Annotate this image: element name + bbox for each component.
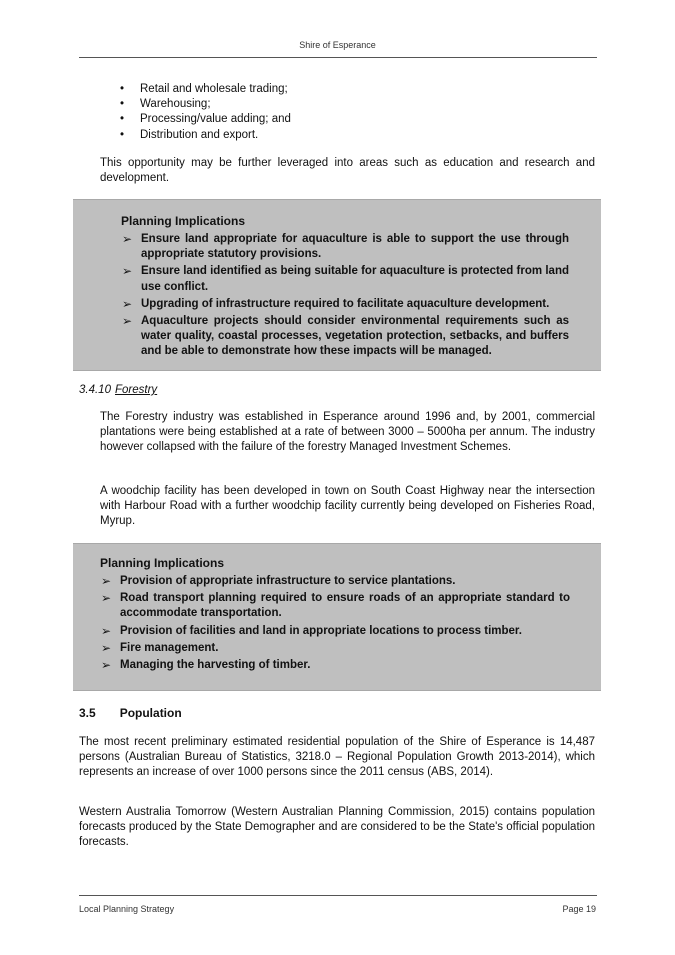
page-number: Page 19: [562, 904, 596, 914]
arrow-bullet-icon: ➢: [122, 296, 133, 311]
arrow-bullet-icon: ➢: [101, 640, 112, 655]
list-item: ➢ Ensure land identified as being suitable for aquaculture is protected from land use conflict.: [122, 264, 569, 293]
forestry-paragraph-1: The Forestry industry was established in Esperance around 1996 and, by 2001, commercial plantations were being established at a rate of between 3000 – 5000ha per annum. The industry however collapsed with the failure of the forestry Managed Investment Schemes.: [100, 411, 595, 454]
list-item: • Processing/value adding; and: [120, 112, 291, 127]
list-item: ➢ Ensure land appropriate for aquaculture is able to support the use through appropriate statutory provisions.: [122, 232, 569, 261]
box-title: Planning Implications: [121, 214, 246, 228]
arrow-bullet-icon: ➢: [122, 314, 133, 329]
list-item: ➢ Managing the harvesting of timber.: [101, 658, 311, 673]
implications-list: [100, 574, 570, 673]
arrow-bullet-icon: ➢: [122, 232, 133, 246]
section-number: 3.5: [79, 706, 96, 720]
list-item: • Retail and wholesale trading;: [120, 82, 291, 97]
forestry-heading: [79, 384, 157, 396]
section-number: 3.4.10: [79, 384, 111, 396]
section-title: Population: [119, 706, 182, 720]
aquaculture-implications-box: [73, 199, 601, 371]
list-item: ➢ Upgrading of infrastructure required to facilitate aquaculture development.: [122, 296, 550, 311]
list-item: • Warehousing;: [120, 97, 291, 112]
list-item: ➢ Provision of facilities and land in appropriate locations to process timber.: [101, 623, 522, 638]
footer-divider: [79, 895, 597, 896]
intro-paragraph: This opportunity may be further leveraged into areas such as education and research and development.: [100, 157, 595, 185]
forestry-paragraph-2: A woodchip facility has been developed in town on South Coast Highway near the intersection with Harbour Road with a further woodchip facility currently being developed on Fisheries Road, Myrup.: [100, 485, 595, 528]
section-title: Forestry: [114, 384, 158, 396]
population-paragraph-2: Western Australia Tomorrow (Western Australian Planning Commission, 2015) contains population forecasts produced by the State Demographer and are considered to be the State's official population forecasts.: [79, 806, 595, 849]
implications-list: [121, 232, 569, 360]
arrow-bullet-icon: ➢: [101, 574, 112, 588]
arrow-bullet-icon: ➢: [122, 264, 133, 279]
arrow-bullet-icon: ➢: [101, 623, 112, 638]
box-title: Planning Implications: [100, 556, 225, 570]
population-paragraph-1: The most recent preliminary estimated residential population of the Shire of Esperance is 14,487 persons (Australian Bureau of Statistics, 3218.0 – Regional Population Growth 2013-2014), which represents an increase of over 1000 persons since the 2011 census (ABS, 2014).: [79, 736, 595, 779]
footer-document-title: Local Planning Strategy: [79, 904, 175, 914]
list-item: • Distribution and export.: [120, 128, 291, 143]
forestry-implications-box: [73, 543, 601, 691]
arrow-bullet-icon: ➢: [101, 658, 112, 673]
header-divider: [79, 57, 597, 58]
list-item: ➢ Aquaculture projects should consider environmental requirements such as water quality, coastal processes, vegetation protection, setbacks, and buffers and be able to demonstrate how these impacts will be managed.: [122, 314, 569, 358]
list-item: ➢ Road transport planning required to ensure roads of an appropriate standard to accommodate transportation.: [101, 591, 570, 620]
page-header: Shire of Esperance: [299, 40, 376, 50]
list-item: ➢ Provision of appropriate infrastructure to service plantations.: [101, 574, 456, 588]
population-heading: [79, 706, 182, 720]
list-item: ➢ Fire management.: [101, 640, 219, 655]
bullet-list: [120, 82, 291, 143]
arrow-bullet-icon: ➢: [101, 591, 112, 606]
